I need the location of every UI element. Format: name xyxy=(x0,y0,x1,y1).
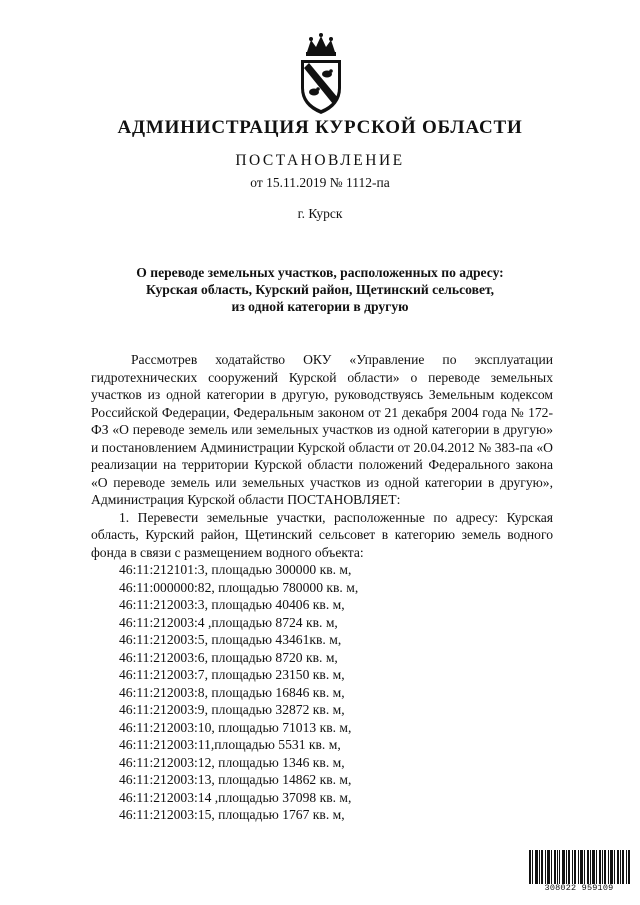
list-item: 46:11:212003:4 ,площадью 8724 кв. м, xyxy=(119,614,338,630)
coat-of-arms-icon xyxy=(293,32,349,116)
document-date-number: от 15.11.2019 № 1112-па xyxy=(250,175,390,190)
list-item: 46:11:212003:3, площадью 40406 кв. м, xyxy=(119,597,345,612)
list-item: 46:11:212101:3, площадью 300000 кв. м, xyxy=(119,562,352,577)
list-item: 46:11:212003:14 ,площадью 37098 кв. м, xyxy=(119,789,352,805)
list-item: 46:11:000000:82, площадью 780000 кв. м, xyxy=(119,579,359,595)
list-item: 46:11:212003:11,площадью 5531 кв. м, xyxy=(119,737,341,752)
list-item: 46:11:212003:8, площадью 16846 кв. м, xyxy=(119,684,345,700)
title-line-1: О переводе земельных участков, расположенных по адресу: xyxy=(136,265,504,280)
barcode xyxy=(528,850,630,894)
title-line-2: Курская область, Курский район, Щетинский сельсовет, xyxy=(145,282,495,297)
list-item: 46:11:212003:15, площадью 1767 кв. м, xyxy=(119,807,345,822)
list-item: 46:11:212003:9, площадью 32872 кв. м, xyxy=(119,702,345,717)
parcel-list xyxy=(91,561,553,824)
title-line-3: из одной категории в другую xyxy=(231,299,409,314)
list-item: 46:11:212003:6, площадью 8720 кв. м, xyxy=(119,649,338,665)
barcode-number: 308022 959109 xyxy=(528,884,630,893)
barcode-icon xyxy=(528,850,630,884)
document-title xyxy=(0,264,640,315)
list-item: 46:11:212003:12, площадью 1346 кв. м, xyxy=(119,754,345,770)
document-body xyxy=(91,351,553,824)
item-1-paragraph: 1. Перевести земельные участки, расположенные по адресу: Курская область, Курский район, Щетинский сельсовет в категорию земель водного фонда в связи с размещением водного объекта: xyxy=(91,509,553,560)
organization-name: АДМИНИСТРАЦИЯ КУРСКОЙ ОБЛАСТИ xyxy=(117,117,523,138)
document-type: ПОСТАНОВЛЕНИЕ xyxy=(235,152,405,169)
list-item: 46:11:212003:10, площадью 71013 кв. м, xyxy=(119,719,352,735)
list-item: 46:11:212003:5, площадью 43461кв. м, xyxy=(119,632,342,647)
preamble-paragraph: Рассмотрев ходатайство ОКУ «Управление по эксплуатации гидротехнических сооружений Курской области» о переводе земельных участков из одной категории в другую, руководствуясь Земельным кодексом Российской Федерации, Федеральным законом от 21 декабря 2004 года № 172-ФЗ «О переводе земель или земельных участков из одной категории в другую» и постановлением Администрации Курской области от 20.04.2012 № 383-па «О реализации на территории Курской области положений Федерального закона «О переводе земель или земельных участков из одной категории в другую», Администрация Курской области ПОСТАНОВЛЯЕТ: xyxy=(91,352,553,507)
list-item: 46:11:212003:13, площадью 14862 кв. м, xyxy=(119,772,352,787)
list-item: 46:11:212003:7, площадью 23150 кв. м, xyxy=(119,667,345,682)
document-city: г. Курск xyxy=(297,206,343,221)
